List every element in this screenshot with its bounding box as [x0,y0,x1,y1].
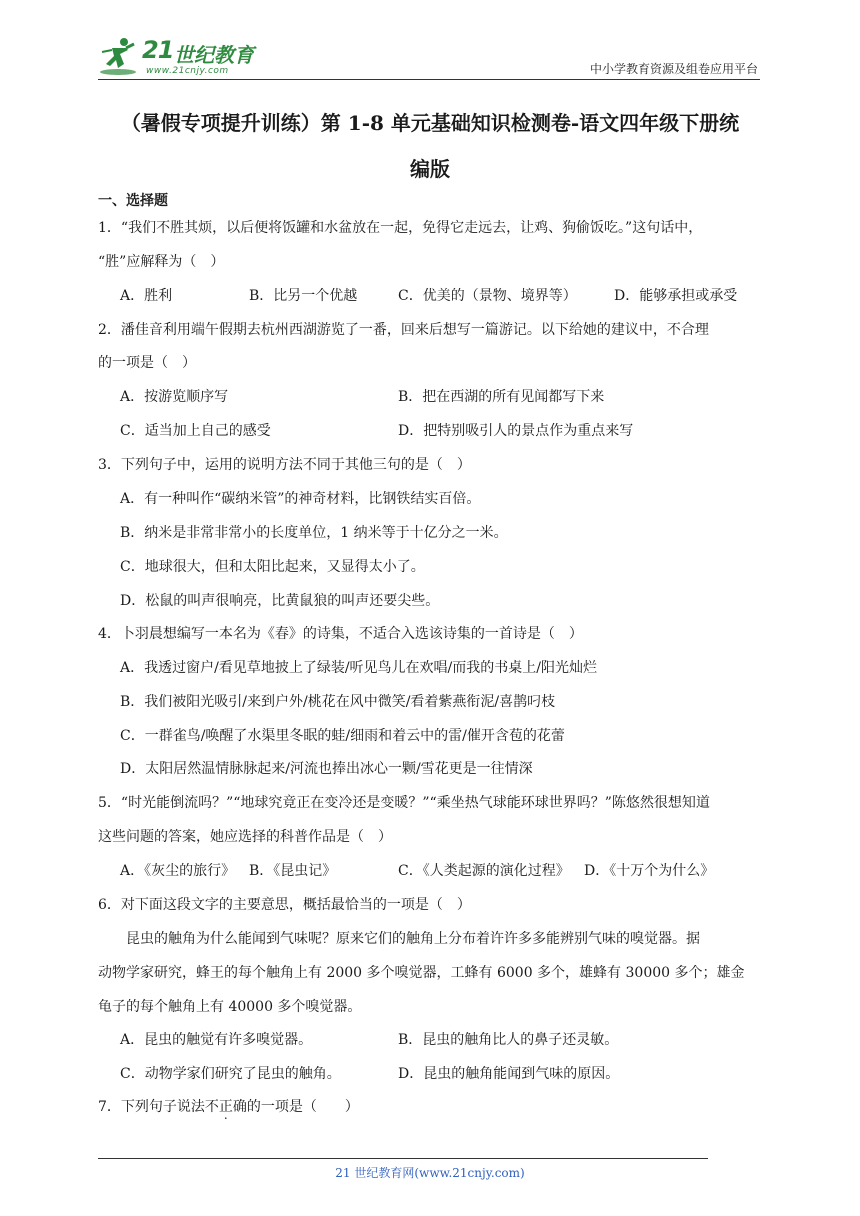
question-3-option-d: D．松鼠的叫声很响亮，比黄鼠狼的叫声还要尖些。 [120,593,440,609]
question-1-option-d: D．能够承担或承受 [614,288,738,304]
page-footer: 21 世纪教育网(www.21cnjy.com) [335,1166,525,1180]
question-4-option-a: A．我透过窗户/看见草地披上了绿装/听见鸟儿在欢唱/而我的书桌上/阳光灿烂 [120,660,597,676]
question-6-passage-line-1: 昆虫的触角为什么能闻到气味呢？原来它们的触角上分布着许许多多能辨别气味的嗅觉器。据 [98,931,700,947]
question-6-option-d: D．昆虫的触角能闻到气味的原因。 [398,1066,620,1082]
question-5-option-b: B．《昆虫记》 [249,863,337,879]
question-1-option-a: A．胜利 [120,288,173,304]
question-5-option-d: D．《十万个为什么》 [584,863,715,879]
site-logo [98,34,268,78]
runner-logo-icon [98,34,142,78]
question-6-option-b: B．昆虫的触角比人的鼻子还灵敏。 [398,1032,619,1048]
question-1-line-2: “胜”应解释为（ ） [98,254,225,270]
question-6-passage-line-3: 龟子的每个触角上有 40000 多个嗅觉器。 [98,999,362,1015]
title-line-1: （暑假专项提升训练）第 1-8 单元基础知识检测卷-语文四年级下册统 [120,111,740,135]
question-4-stem: 4．卜羽晨想编写一本名为《春》的诗集，不适合入选该诗集的一首诗是（ ） [98,626,583,642]
question-5-option-a: A．《灰尘的旅行》 [120,863,236,879]
question-7-emphasis: 不正确 [204,1099,247,1115]
question-2-line-2: 的一项是（ ） [98,355,196,371]
question-2-option-b: B．把在西湖的所有见闻都写下来 [398,389,605,405]
page-header [98,30,758,80]
section-heading: 一、选择题 [98,193,168,209]
question-3-option-b: B．纳米是非常非常小的长度单位，1 纳米等于十亿分之一米。 [120,525,508,541]
question-3-option-a: A．有一种叫作“碳纳米管”的神奇材料，比钢铁结实百倍。 [120,491,481,507]
question-4-option-b: B．我们被阳光吸引/来到户外/桃花在风中微笑/看着紫燕衔泥/喜鹊叼枝 [120,694,556,710]
logo-url: www.21cnjy.com [146,66,229,76]
question-2-option-d: D．把特别吸引人的景点作为重点来写 [398,423,634,439]
question-5-line-2: 这些问题的答案，她应选择的科普作品是（ ） [98,829,392,845]
question-4-option-c: C．一群雀鸟/唤醒了水渠里冬眠的蛙/细雨和着云中的雷/催开含苞的花蕾 [120,728,565,744]
question-7-stem [98,1097,359,1117]
question-7-stem-post: 的一项是（ ） [246,1099,359,1115]
question-6-passage-line-2: 动物学家研究，蜂王的每个触角上有 2000 多个嗅觉器，工蜂有 6000 多个，雄蜂有 30000 多个；雄金 [98,965,745,981]
question-6-stem: 6．对下面这段文字的主要意思，概括最恰当的一项是（ ） [98,897,471,913]
logo-number: 21 [142,36,174,64]
question-6-option-c: C．动物学家们研究了昆虫的触角。 [120,1066,341,1082]
question-5-line-1: 5．“时光能倒流吗？”“地球究竟正在变冷还是变暖？”“乘坐热气球能环球世界吗？”陈悠然很想知道 [98,795,710,811]
question-1-option-b: B．比另一个优越 [249,288,358,304]
page-title [98,100,762,192]
header-divider [98,79,760,80]
question-5-option-c: C．《人类起源的演化过程》 [398,863,570,879]
question-6-option-a: A．昆虫的触觉有许多嗅觉器。 [120,1032,313,1048]
question-3-option-c: C．地球很大，但和太阳比起来，又显得太小了。 [120,559,425,575]
question-2-line-1: 2．潘佳音利用端午假期去杭州西湖游览了一番，回来后想写一篇游记。以下给她的建议中，不合理 [98,322,709,338]
platform-name: 中小学教育资源及组卷应用平台 [589,62,758,76]
title-line-2: 编版 [410,157,450,181]
footer-divider [98,1158,708,1159]
logo-text: 世纪教育 [174,43,254,67]
question-4-option-d: D．太阳居然温情脉脉起来/河流也捧出冰心一颗/雪花更是一往情深 [120,761,533,777]
question-2-option-c: C．适当加上自己的感受 [120,423,271,439]
question-7-stem-pre: 7．下列句子说法 [98,1099,205,1115]
question-3-stem: 3．下列句子中，运用的说明方法不同于其他三句的是（ ） [98,457,471,473]
question-1-line-1: 1．“我们不胜其烦，以后便将饭罐和水盆放在一起，免得它走远去，让鸡、狗偷饭吃。”这句话中， [98,220,703,236]
question-1-option-c: C．优美的（景物、境界等） [398,288,577,304]
question-2-option-a: A．按游览顺序写 [120,389,229,405]
